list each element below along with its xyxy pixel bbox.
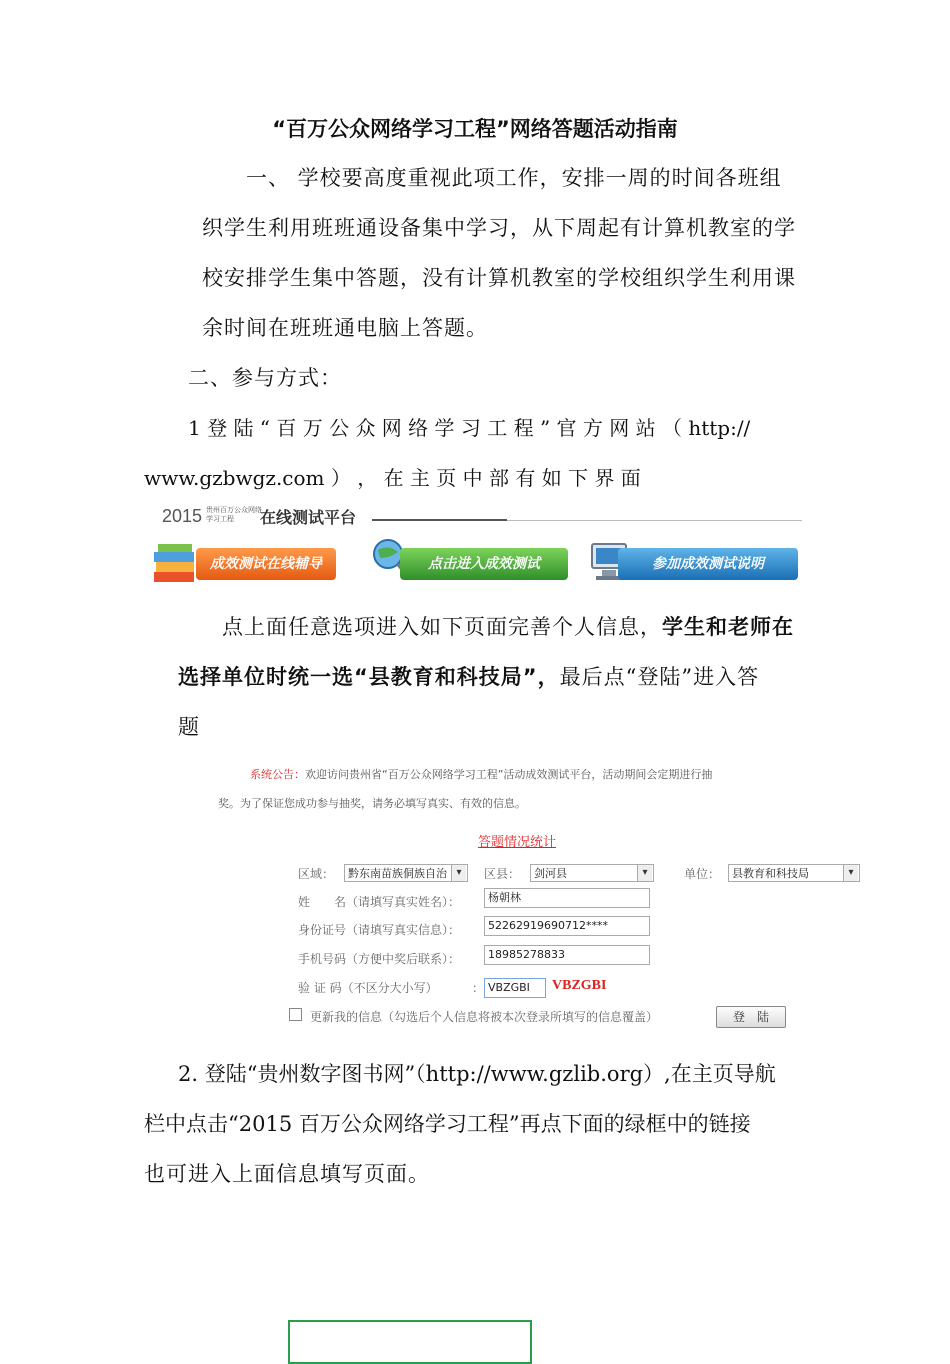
para3-line1: 1 登 陆 “ 百 万 公 众 网 络 学 习 工 程 ” 官 方 网 站 （ http:// [188,416,751,440]
unit-select[interactable] [728,864,860,882]
unit-select-value: 县教育和科技局 [732,867,809,880]
id-number-label: 身份证号（请填写真实信息）： [298,923,461,937]
captcha-colon: ： [472,981,485,995]
banner-divider [372,520,802,521]
platform-banner-header [162,505,802,531]
online-tutoring-button[interactable]: 成效测试在线辅导 [196,548,336,580]
id-number-input[interactable]: 52262919690712**** [484,916,650,936]
county-select-value: 剑河县 [534,867,567,880]
banner-small-text: 贵州百万公众网络学习工程 [206,506,262,523]
login-button[interactable]: 登 陆 [716,1006,786,1028]
phone-label: 手机号码（方便中奖后联系）： [298,952,461,966]
test-instructions-button[interactable]: 参加成效测试说明 [618,548,798,580]
region-select-value: 黔东南苗族侗族自治 [348,867,447,880]
update-info-label: 更新我的信息（勾选后个人信息将被本次登录所填写的信息覆盖） [310,1010,659,1024]
notice-text-1: 欢迎访问贵州省“百万公众网络学习工程”活动成效测试平台，活动期间会定期进行抽 [305,768,713,781]
unit-label: 单位： [684,867,721,881]
document-title: “百万公众网络学习工程”网络答题活动指南 [272,117,678,141]
para2-heading: 二、参与方式： [188,366,342,390]
para1-line4: 余时间在班班通电脑上答题。 [202,316,488,340]
name-input[interactable]: 杨朝林 [484,888,650,908]
answer-stats-link[interactable]: 答题情况统计 [478,835,557,850]
county-label: 区县： [484,867,521,881]
captcha-image: VBZGBI [552,978,607,993]
para1-line3: 校安排学生集中答题，没有计算机教室的学校组织学生利用课 [202,266,796,290]
notice-label: 系统公告： [250,768,305,781]
para4-line2-normal: 最后点“登陆”进入答 [559,665,760,689]
para4-line1-normal: 点上面任意选项进入如下页面完善个人信息， [222,615,662,639]
update-info-checkbox[interactable] [289,1008,302,1021]
region-label: 区域： [298,867,335,881]
county-select[interactable] [530,864,654,882]
para1-line2: 织学生利用班班通设备集中学习，从下周起有计算机教室的学 [202,216,796,240]
name-label: 姓 名（请填写真实姓名）： [298,895,461,909]
enter-test-button[interactable]: 点击进入成效测试 [400,548,568,580]
para3-line2: www.gzbwgz.com ） ， 在 主 页 中 部 有 如 下 界 面 [144,466,641,490]
system-notice [218,760,788,818]
green-link-frame [288,1320,532,1364]
notice-text-2: 奖。为了保证您成功参与抽奖，请务必填写真实、有效的信息。 [218,797,526,810]
banner-year: 2015 [162,506,203,526]
para4-line1-bold: 学生和老师在 [662,615,794,639]
para5-line2: 栏中点击“2015 百万公众网络学习工程”再点下面的绿框中的链接 [144,1112,751,1136]
para1-line1: 一、 学校要高度重视此项工作，安排一周的时间各班组 [246,166,782,190]
para5-line3: 也可进入上面信息填写页面。 [144,1162,430,1186]
books-icon [152,542,200,586]
para4-line2 [178,652,759,702]
para4-line2-bold: 选择单位时统一选“县教育和科技局”， [178,665,560,689]
para4-line3: 题 [178,715,200,739]
region-select[interactable] [344,864,468,882]
para5-line1: 2. 登陆“贵州数字图书网”（http://www.gzlib.org）,在主页导航 [178,1062,776,1086]
banner-platform-title: 在线测试平台 [260,508,357,527]
captcha-input[interactable]: VBZGBI [484,978,546,998]
captcha-label: 验 证 码（不区分大小写） [298,981,438,995]
para4-line1 [222,602,794,652]
phone-input[interactable]: 18985278833 [484,945,650,965]
